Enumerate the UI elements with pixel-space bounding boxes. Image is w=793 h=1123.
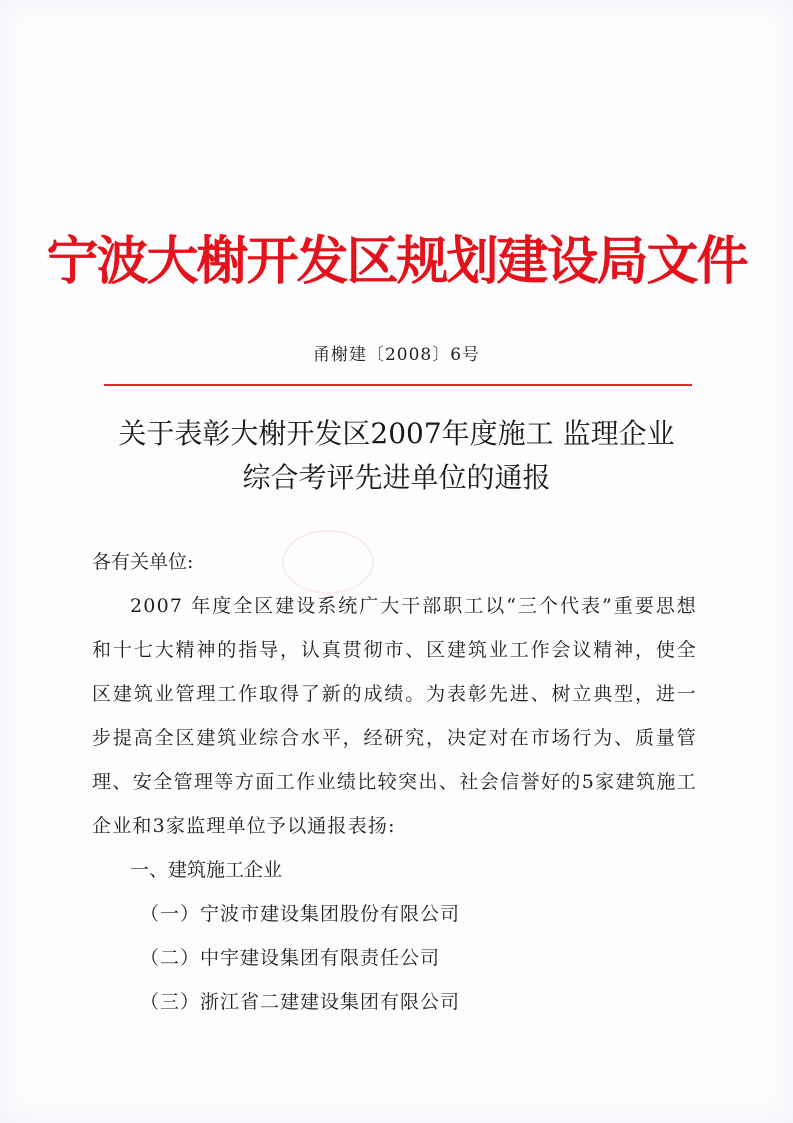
notice-title: [60, 412, 733, 500]
issuing-authority-title: 宁波大榭开发区规划建设局文件: [46, 232, 747, 292]
list-item-company-1: （一）宁波市建设集团股份有限公司: [140, 903, 461, 925]
section-heading-construction: 一、建筑施工企业: [130, 859, 283, 881]
body-paragraph: 2007 年度全区建设系统广大干部职工以“三个代表”重要思想和十七大精神的指导，认真贯彻市、区建筑业工作会议精神，使全区建筑业管理工作取得了新的成绩。为表彰先进、树立典型，进一步提高全区建筑业综合水平，经研究，决定对在市场行为、质量管理、安全管理等方面工作业绩比较突出、社会信誉好的5家建筑施工企业和3家监理单位予以通报表扬:: [92, 595, 697, 837]
list-item-company-2: （二）中宇建设集团有限责任公司: [140, 947, 441, 969]
document-number: 甬榭建〔2008〕6号: [312, 345, 481, 365]
notice-title-line-2: 综合考评先进单位的通报: [242, 461, 551, 494]
red-divider-line: [104, 384, 692, 386]
notice-title-line-1: 关于表彰大榭开发区2007年度施工 监理企业: [118, 417, 675, 450]
notice-body: [92, 540, 697, 1024]
list-item-company-3: （三）浙江省二建建设集团有限公司: [140, 991, 461, 1013]
salutation: 各有关单位:: [92, 551, 194, 573]
